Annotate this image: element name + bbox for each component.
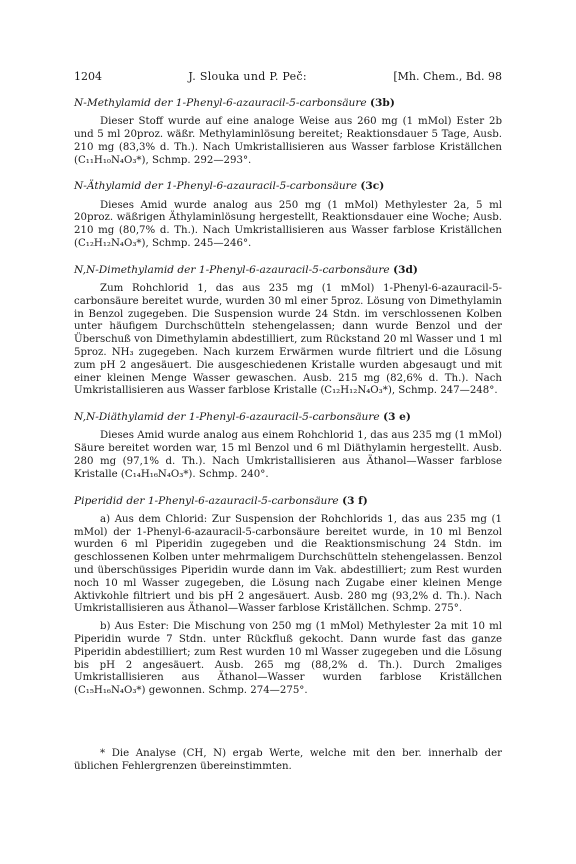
authors: J. Slouka und P. Peč: [188,70,307,83]
section-ethylamide [74,180,502,250]
section-dimethylamide [74,264,502,398]
paragraph: Zum Rohchlorid 1, das aus 235 mg (1 mMol) 1-Phenyl-6-azauracil-5-carbonsäure bereitet wurde, wurden 30 ml einer 5proz. Lösung von Dimethylamin in Benzol zugegeben. Die Suspension wurde 24 Stdn. im verschlossenen Kolben unter häufigem Durchschütteln stehengelassen; dann wurde Benzol und der Überschuß von Dimethylamin abdestilliert, zum Rückstand 20 ml Wasser und 1 ml 5proz. NH₃ zugegeben. Nach kurzem Erwärmen wurde filtriert und die Lösung zum pH 2 angesäuert. Die ausgeschiedenen Kristalle wurden abgesaugt und mit einer kleinen Menge Wasser gewaschen. Ausb. 215 mg (82,6% d. Th.). Nach Umkristallisieren aus Wasser farblose Kristalle (C₁₂H₁₂N₄O₃*), Schmp. 247—248°. [74,282,502,397]
compound-tag: (3 f) [342,494,368,507]
compound-tag: (3 e) [383,411,411,424]
section-heading [74,264,502,277]
paragraph: Dieser Stoff wurde auf eine analoge Weise aus 260 mg (1 mMol) Ester 2b und 5 ml 20proz. wäßr. Methylaminlösung bereitet; Reaktionsdauer 5 Tage, Ausb. 210 mg (83,3% d. Th.). Nach Umkristallisieren aus Wasser farblose Kriställchen (C₁₁H₁₀N₄O₃*), Schmp. 292—293°. [74,116,502,166]
section-title: N-Äthylamid der 1-Phenyl-6-azauracil-5-carbonsäure [74,180,358,193]
section-title: N,N-Diäthylamid der 1-Phenyl-6-azauracil-5-carbonsäure [74,411,380,424]
paragraph: Dieses Amid wurde analog aus 250 mg (1 mMol) Methylester 2a, 5 ml 20proz. wäßrigen Äthylaminlösung hergestellt, Reaktionsdauer eine Woche; Ausb. 210 mg (80,7% d. Th.). Nach Umkristallisieren aus Wasser farblose Kriställchen (C₁₂H₁₂N₄O₃*), Schmp. 245—246°. [74,199,502,249]
compound-tag: (3b) [370,97,395,109]
paragraph: a) Aus dem Chlorid: Zur Suspension der Rohchlorids 1, das aus 235 mg (1 mMol) der 1-Phenyl-6-azauracil-5-carbonsäure bereitet wurde, in 10 ml Benzol wurden 6 ml Piperidin zugegeben und die Reaktionsmischung 24 Stdn. im geschlossenen Kolben unter mehrmaligem Durchschütteln stehengelassen. Benzol und überschüssiges Piperidin wurde dann im Vak. abdestilliert; zum Rest wurden noch 10 ml Wasser zugegeben, die Lösung nach Zugabe einer kleinen Menge Aktivkohle filtriert und bis pH 2 angesäuert. Ausb. 280 mg (93,2% d. Th.). Nach Umkristallisieren aus Äthanol—Wasser farblose Kriställchen. Schmp. 275°. [74,513,502,615]
section-title: N-Methylamid der 1-Phenyl-6-azauracil-5-carbonsäure [74,97,367,109]
compound-tag: (3d) [393,263,418,276]
section-piperidide [74,495,502,698]
footnote: * Die Analyse (CH, N) ergab Werte, welche mit den ber. innerhalb der üblichen Fehlergrenzen übereinstimmten. [74,748,502,772]
journal-reference: [Mh. Chem., Bd. 98 [393,70,502,83]
paragraph: b) Aus Ester: Die Mischung von 250 mg (1 mMol) Methylester 2a mit 10 ml Piperidin wurde 7 Stdn. unter Rückfluß gekocht. Dann wurde fast das ganze Piperidin abdestilliert; zum Rest wurden 10 ml Wasser zugegeben und die Lösung bis pH 2 angesäuert. Ausb. 265 mg (88,2% d. Th.). Durch 2maliges Umkristallisieren aus Äthanol—Wasser wurden farblose Kriställchen (C₁₅H₁₆N₄O₃*) gewonnen. Schmp. 274—275°. [74,621,502,697]
section-heading [74,495,502,508]
page-number: 1204 [74,70,102,83]
section-title: Piperidid der 1-Phenyl-6-azauracil-5-carbonsäure [74,494,339,507]
section-methylamide [74,97,502,167]
section-title: N,N-Dimethylamid der 1-Phenyl-6-azauracil-5-carbonsäure [74,263,390,276]
section-diethylamide [74,411,502,481]
paragraph: Dieses Amid wurde analog aus einem Rohchlorid 1, das aus 235 mg (1 mMol) Säure bereitet worden war, 15 ml Benzol und 6 ml Diäthylamin hergestellt. Ausb. 280 mg (97,1% d. Th.). Nach Umkristallisieren aus Äthanol—Wasser farblose Kristalle (C₁₄H₁₆N₄O₃*). Schmp. 240°. [74,430,502,480]
section-heading [74,97,502,110]
running-head [74,70,502,84]
compound-tag: (3c) [360,180,385,193]
section-heading [74,180,502,193]
section-heading [74,411,502,424]
